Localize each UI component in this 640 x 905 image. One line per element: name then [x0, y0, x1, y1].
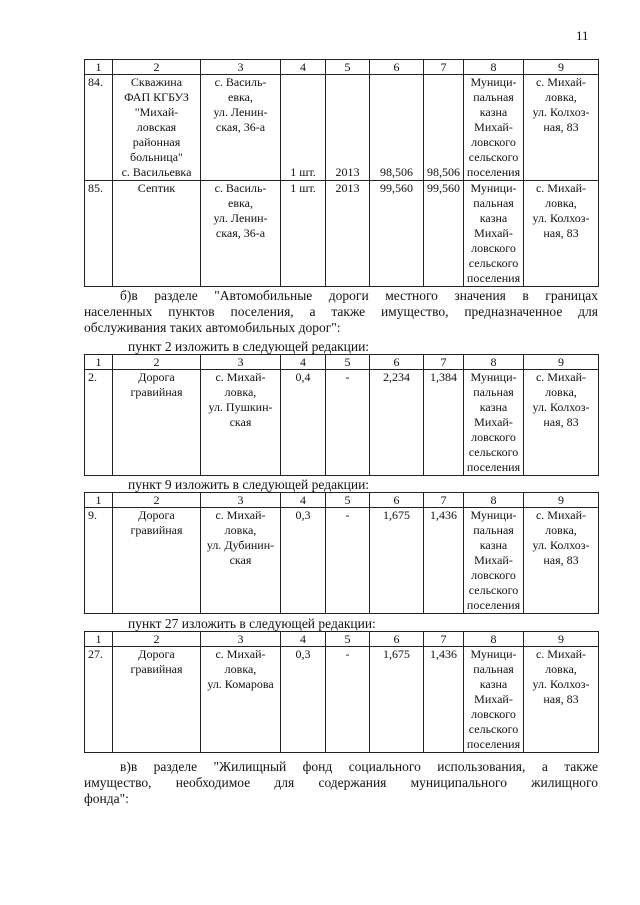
owner: Муници- пальная казна Михай- ловского сельского поселения	[464, 508, 524, 614]
object-address: с. Василь- евка, ул. Ленин- ская, 36-а	[201, 75, 281, 181]
section-b-line: населенных пунктов поселения, а также имущество, предназначенное для	[84, 304, 598, 319]
header-cell: 3	[201, 355, 281, 370]
header-cell: 2	[113, 493, 201, 508]
quantity: 1 шт.	[281, 181, 326, 287]
header-cell: 9	[524, 632, 599, 647]
property-table-p27	[84, 631, 599, 753]
header-cell: 3	[201, 493, 281, 508]
owner-address: с. Михай- ловка, ул. Колхоз- ная, 83	[524, 647, 599, 753]
value-col6: 99,560	[370, 181, 424, 287]
table-header-row	[85, 60, 599, 75]
row-number: 84.	[85, 75, 113, 181]
object-name: Скважина ФАП КГБУЗ "Михай- ловская районная больница" с. Васильевка	[113, 75, 201, 181]
length: 0,3	[281, 647, 326, 753]
value-col6: 98,506	[370, 75, 424, 181]
header-cell: 7	[424, 355, 464, 370]
year: -	[326, 370, 370, 476]
label-point-9: пункт 9 изложить в следующей редакции:	[128, 477, 370, 492]
label-point-2: пункт 2 изложить в следующей редакции:	[128, 339, 370, 354]
header-cell: 4	[281, 493, 326, 508]
value-col7: 1,436	[424, 508, 464, 614]
value-col6: 1,675	[370, 508, 424, 614]
year: -	[326, 647, 370, 753]
owner-address: с. Михай- ловка, ул. Колхоз- ная, 83	[524, 370, 599, 476]
object-address: с. Михай- ловка, ул. Комарова	[201, 647, 281, 753]
label-point-27: пункт 27 изложить в следующей редакции:	[128, 616, 376, 631]
header-cell: 6	[370, 355, 424, 370]
year: 2013	[326, 181, 370, 287]
header-cell: 7	[424, 632, 464, 647]
header-cell: 3	[201, 60, 281, 75]
length: 0,3	[281, 508, 326, 614]
object-name: Дорога гравийная	[113, 647, 201, 753]
header-cell: 6	[370, 632, 424, 647]
value-col7: 99,560	[424, 181, 464, 287]
table-header-row	[85, 355, 599, 370]
owner: Муници- пальная казна Михай- ловского сельского поселения	[464, 647, 524, 753]
owner: Муници- пальная казна Михай- ловского сельского поселения	[464, 370, 524, 476]
quantity: 1 шт.	[281, 75, 326, 181]
row-number: 27.	[85, 647, 113, 753]
header-cell: 5	[326, 60, 370, 75]
header-cell: 9	[524, 355, 599, 370]
value-col7: 1,436	[424, 647, 464, 753]
object-address: с. Василь- евка, ул. Ленин- ская, 36-а	[201, 181, 281, 287]
header-cell: 6	[370, 60, 424, 75]
year: 2013	[326, 75, 370, 181]
object-address: с. Михай- ловка, ул. Пушкин- ская	[201, 370, 281, 476]
owner-address: с. Михай- ловка, ул. Колхоз- ная, 83	[524, 508, 599, 614]
section-v-paragraph	[84, 759, 598, 807]
header-cell: 6	[370, 493, 424, 508]
table-row	[85, 370, 599, 476]
row-number: 9.	[85, 508, 113, 614]
header-cell: 8	[464, 355, 524, 370]
header-cell: 9	[524, 60, 599, 75]
length: 0,4	[281, 370, 326, 476]
header-cell: 1	[85, 632, 113, 647]
section-b-paragraph	[84, 288, 598, 336]
object-name: Дорога гравийная	[113, 370, 201, 476]
header-cell: 5	[326, 493, 370, 508]
header-cell: 8	[464, 632, 524, 647]
table-row	[85, 508, 599, 614]
table-row	[85, 181, 599, 287]
section-b-line: обслуживания таких автомобильных дорог":	[84, 320, 341, 335]
header-cell: 8	[464, 493, 524, 508]
header-cell: 5	[326, 355, 370, 370]
header-cell: 1	[85, 355, 113, 370]
object-address: с. Михай- ловка, ул. Дубинин- ская	[201, 508, 281, 614]
header-cell: 5	[326, 632, 370, 647]
property-table-p2	[84, 354, 599, 476]
section-b-line: б)в разделе "Автомобильные дороги местного значения в границах	[120, 288, 598, 303]
header-cell: 2	[113, 355, 201, 370]
owner: Муници- пальная казна Михай- ловского сельского поселения	[464, 75, 524, 181]
property-table-p9	[84, 492, 599, 614]
section-v-line: фонда":	[84, 791, 129, 806]
table-header-row	[85, 632, 599, 647]
header-cell: 7	[424, 60, 464, 75]
header-cell: 2	[113, 60, 201, 75]
row-number: 2.	[85, 370, 113, 476]
header-cell: 4	[281, 60, 326, 75]
owner-address: с. Михай- ловка, ул. Колхоз- ная, 83	[524, 75, 599, 181]
table-row	[85, 647, 599, 753]
header-cell: 9	[524, 493, 599, 508]
object-name: Септик	[113, 181, 201, 287]
owner-address: с. Михай- ловка, ул. Колхоз- ная, 83	[524, 181, 599, 287]
value-col6: 2,234	[370, 370, 424, 476]
header-cell: 3	[201, 632, 281, 647]
value-col6: 1,675	[370, 647, 424, 753]
header-cell: 2	[113, 632, 201, 647]
header-cell: 8	[464, 60, 524, 75]
page-number: 11	[576, 28, 589, 43]
section-v-line: в)в разделе "Жилищный фонд социального использования, а также	[120, 759, 598, 774]
header-cell: 1	[85, 493, 113, 508]
value-col7: 1,384	[424, 370, 464, 476]
value-col7: 98,506	[424, 75, 464, 181]
header-cell: 7	[424, 493, 464, 508]
header-cell: 4	[281, 632, 326, 647]
object-name: Дорога гравийная	[113, 508, 201, 614]
section-v-line: имущество, необходимое для содержания муниципального жилищного	[84, 775, 598, 790]
property-table-a	[84, 59, 599, 287]
row-number: 85.	[85, 181, 113, 287]
table-header-row	[85, 493, 599, 508]
header-cell: 4	[281, 355, 326, 370]
year: -	[326, 508, 370, 614]
owner: Муници- пальная казна Михай- ловского сельского поселения	[464, 181, 524, 287]
table-row	[85, 75, 599, 181]
header-cell: 1	[85, 60, 113, 75]
